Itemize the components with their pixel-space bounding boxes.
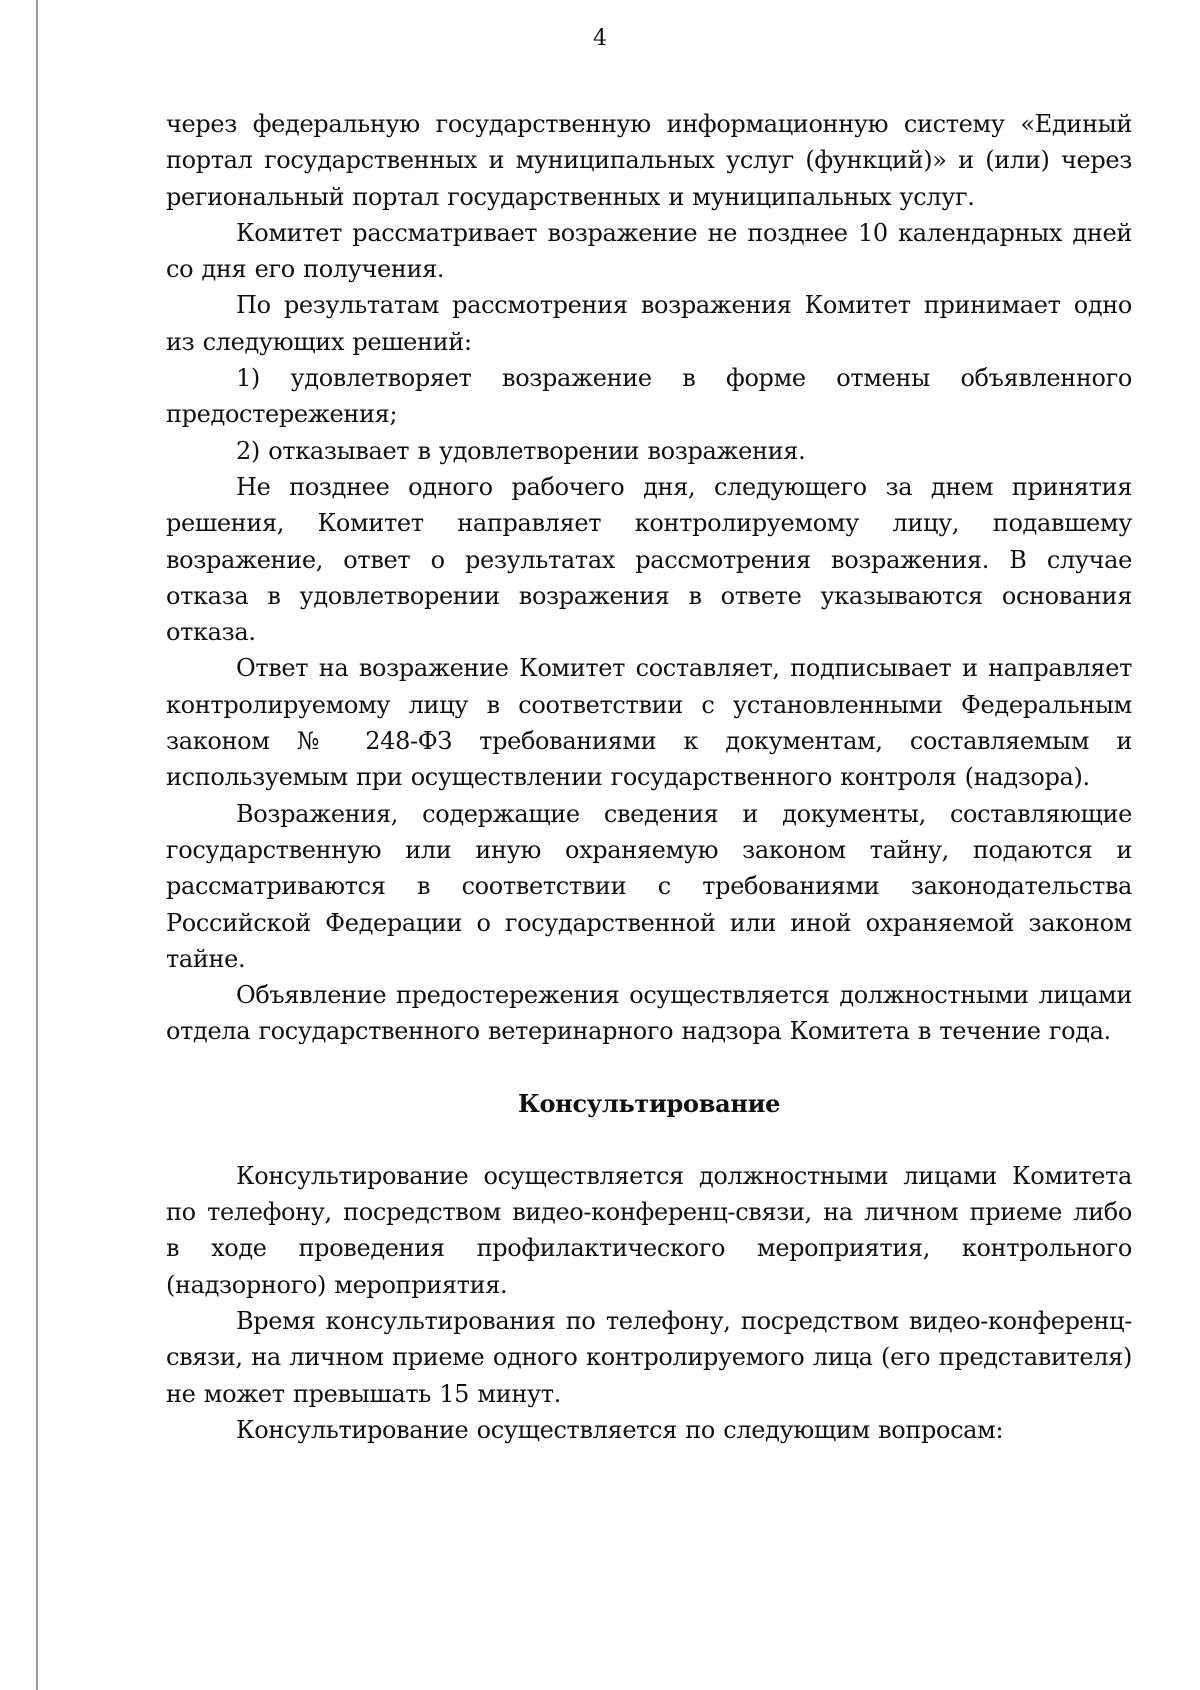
paragraph-response-requirements: Ответ на возражение Комитет составляет, подписывает и направляет контролируемому лицу в соответствии с установленными Федеральным законом № 248-ФЗ требованиями к документам, составляемым и используемым при осуществлении государственного контроля (надзора). xyxy=(166,654,1132,792)
list-item-decision-1: 1) удовлетворяет возражение в форме отмены объявленного предостережения; xyxy=(166,364,1132,429)
page-number: 4 xyxy=(593,26,607,51)
section-heading: Консультирование xyxy=(517,1088,781,1118)
paragraph-decisions-intro: По результатам рассмотрения возражения Комитет принимает одно из следующих решений: xyxy=(166,291,1132,356)
paragraph-consulting-duration: Время консультирования по телефону, посредством видео-конференц-связи, на личном приеме одного контролируемого лица (его представителя) не может превышать 15 минут. xyxy=(166,1306,1132,1408)
paragraph-response-timing: Не позднее одного рабочего дня, следующего за днем принятия решения, Комитет направляет контролируемому лицу, подавшему возражение, ответ о результатах рассмотрения возражения. В случае отказа в удовлетворении возражения в ответе указываются основания отказа. xyxy=(166,472,1132,647)
paragraph-warning-officials: Объявление предостережения осуществляется должностными лицами отдела государственного ветеринарного надзора Комитета в течение года. xyxy=(166,981,1132,1046)
paragraph-continuation: через федеральную государственную информационную систему «Единый портал государственных и муниципальных услуг (функций)» и (или) через региональный портал государственных и муниципальных услуг. xyxy=(166,110,1132,211)
paragraph-review-deadline: Комитет рассматривает возражение не позднее 10 календарных дней со дня его получения. xyxy=(166,218,1132,284)
paragraph-consulting-methods: Консультирование осуществляется должностными лицами Комитета по телефону, посредством видео-конференц-связи, на личном приеме либо в ходе проведения профилактического мероприятия, контрольного (надзорного) мероприятия. xyxy=(166,1161,1132,1299)
paragraph-secret-info: Возражения, содержащие сведения и документы, составляющие государственную или иную охраняемую законом тайну, подаются и рассматриваются в соответствии с требованиями законодательства Российской Федерации о государственной или иной охраняемой законом тайне. xyxy=(166,799,1132,973)
document-body xyxy=(166,106,1132,1448)
list-item-decision-2: 2) отказывает в удовлетворении возражения. xyxy=(236,436,806,465)
scan-edge-line xyxy=(36,0,38,1690)
paragraph-consulting-topics: Консультирование осуществляется по следующим вопросам: xyxy=(236,1415,1004,1444)
